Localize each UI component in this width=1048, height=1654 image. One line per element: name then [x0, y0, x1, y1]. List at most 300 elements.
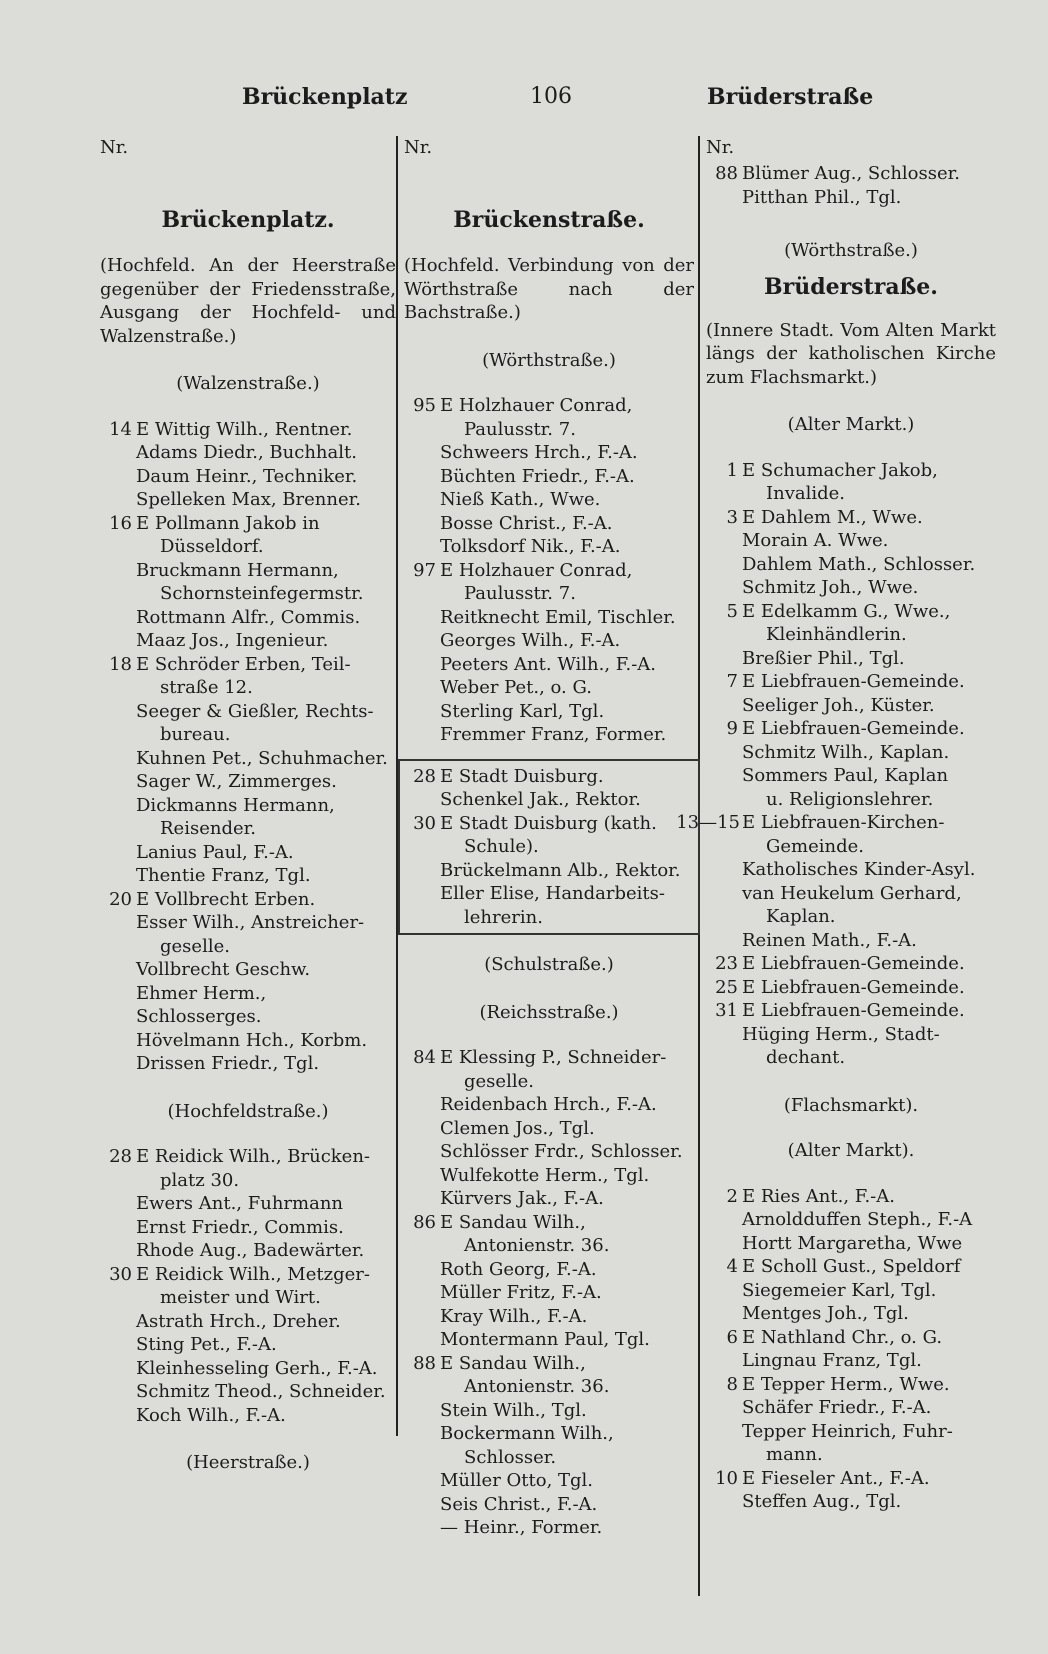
entry-list: [100, 418, 396, 1076]
entry-text: [404, 1281, 694, 1305]
entry-text: [404, 1328, 694, 1352]
house-number: 13—15: [676, 812, 740, 833]
directory-entry: [404, 1140, 694, 1164]
resident-name: Montermann Paul, Tgl.: [440, 1329, 650, 1350]
entry-text: [404, 512, 694, 536]
directory-entry: [404, 1187, 694, 1211]
house-number: 23: [715, 953, 738, 974]
directory-entry: [100, 512, 396, 559]
entry-text: [100, 559, 396, 606]
directory-entry: [706, 600, 996, 647]
directory-entry: [100, 911, 396, 958]
entry-continuation: u. Religionslehrer.: [766, 788, 934, 810]
entry-continuation: Paulusstr. 7.: [464, 583, 576, 604]
entry-text: [100, 512, 396, 559]
directory-entry: [706, 1255, 996, 1279]
entry-text: [706, 1467, 996, 1491]
entry-continuation: Kleinhändlerin.: [766, 624, 907, 645]
directory-entry: [404, 465, 694, 489]
cross-street: (Wörthstraße.): [482, 349, 616, 371]
entry-text: [706, 506, 996, 530]
cross-street: (Walzenstraße.): [176, 373, 320, 394]
entry-continuation: platz 30.: [160, 1169, 240, 1191]
page-number: 106: [530, 84, 572, 109]
directory-entry: [706, 694, 996, 718]
entry-text: [706, 459, 996, 506]
column-heading: Nr.: [706, 137, 735, 158]
resident-name: Dickmanns Hermann,: [136, 794, 335, 816]
entry-continuation: geselle.: [464, 1070, 534, 1092]
street-title: Brückenplatz.: [161, 207, 335, 233]
entry-text: [404, 1140, 694, 1164]
entry-text: [706, 694, 996, 718]
house-number: 28: [413, 765, 436, 787]
directory-entry: [100, 488, 396, 512]
directory-entry: [706, 1232, 996, 1256]
resident-name: Schmitz Theod., Schneider.: [136, 1381, 386, 1402]
house-number: 10: [715, 1467, 738, 1489]
resident-name: Kray Wilh., F.-A.: [440, 1305, 588, 1327]
resident-name: Reitknecht Emil, Tischler.: [440, 606, 676, 628]
entry-list: [706, 162, 996, 209]
directory-entry: [404, 535, 694, 559]
entry-list: [404, 394, 694, 747]
directory-entry: [404, 1258, 694, 1282]
entry-text: [706, 1279, 996, 1303]
directory-entry: [100, 465, 396, 489]
cross-street: (Heerstraße.): [186, 1452, 310, 1473]
entry-text: [706, 1373, 996, 1397]
entry-text: [100, 1239, 396, 1263]
entry-text: [706, 741, 996, 765]
directory-entry: [100, 1029, 396, 1053]
resident-name: Sager W., Zimmerges.: [136, 771, 337, 792]
resident-name: E Schumacher Jakob,: [742, 459, 938, 481]
entry-text: [100, 465, 396, 489]
directory-entry: [706, 1420, 996, 1467]
entry-text: [404, 1399, 694, 1423]
header-right: Brüderstraße: [707, 84, 874, 110]
house-number: 7: [726, 671, 738, 692]
entry-text: [100, 770, 396, 794]
resident-name: E Sandau Wilh.,: [440, 1352, 586, 1374]
entry-text: [706, 647, 996, 671]
directory-entry: [706, 459, 996, 506]
entry-continuation: lehrerin.: [464, 906, 543, 928]
directory-entry: [404, 1328, 694, 1352]
directory-entry: [706, 976, 996, 1000]
directory-entry: [404, 1352, 694, 1399]
entry-text: [404, 535, 694, 559]
directory-entry: [100, 629, 396, 653]
resident-name: Drissen Friedr., Tgl.: [136, 1053, 320, 1074]
entry-text: [404, 1516, 694, 1540]
resident-name: Hövelmann Hch., Korbm.: [136, 1029, 368, 1051]
directory-entry: [100, 559, 396, 606]
house-number: 5: [726, 600, 738, 622]
directory-entry: [100, 1380, 396, 1404]
directory-entry: [706, 1467, 996, 1491]
entry-text: [404, 788, 694, 812]
resident-name: Steffen Aug., Tgl.: [742, 1491, 902, 1512]
resident-name: Adams Diedr., Buchhalt.: [136, 442, 357, 463]
resident-name: E Stadt Duisburg.: [440, 765, 604, 787]
house-number: 88: [413, 1352, 436, 1374]
entry-text: [706, 764, 996, 811]
resident-name: E Wittig Wilh., Rentner.: [136, 418, 353, 440]
directory-entry: [706, 576, 996, 600]
entry-text: [100, 629, 396, 653]
cross-street: (Schulstraße.): [484, 954, 614, 975]
resident-name: Rhode Aug., Badewärter.: [136, 1240, 365, 1261]
directory-entry: [404, 488, 694, 512]
resident-name: Ehmer Herm., Schlosserges.: [136, 982, 267, 1027]
entry-text: [706, 1490, 996, 1514]
entry-text: [706, 858, 996, 882]
resident-name: E Reidick Wilh., Metzger-: [136, 1263, 370, 1285]
resident-name: Wulfekotte Herm., Tgl.: [440, 1164, 650, 1186]
directory-entry: [706, 670, 996, 694]
house-number: 8: [726, 1373, 738, 1395]
cross-street: (Alter Markt.): [787, 414, 915, 435]
directory-entry: [100, 982, 396, 1029]
entry-text: [100, 606, 396, 630]
resident-name: Dahlem Math., Schlosser.: [742, 553, 976, 575]
directory-entry: [100, 1192, 396, 1216]
entry-text: [706, 1420, 996, 1467]
house-number: 88: [715, 163, 738, 184]
resident-name: Reinen Math., F.-A.: [742, 929, 917, 951]
resident-name: Daum Heinr., Techniker.: [136, 465, 358, 487]
entry-continuation: Gemeinde.: [766, 835, 864, 857]
entry-text: [404, 1211, 694, 1258]
house-number: 20: [109, 888, 132, 910]
resident-name: Sommers Paul, Kaplan: [742, 765, 949, 786]
resident-name: Eller Elise, Handarbeits-: [440, 883, 665, 904]
resident-name: E Klessing P., Schneider-: [440, 1047, 667, 1068]
directory-entry: [100, 888, 396, 912]
directory-entry: [404, 1399, 694, 1423]
house-number: 18: [109, 653, 132, 675]
resident-name: E Liebfrauen-Gemeinde.: [742, 976, 965, 998]
house-number: 28: [109, 1146, 132, 1167]
resident-name: Astrath Hrch., Dreher.: [136, 1310, 341, 1332]
entry-text: [100, 1404, 396, 1428]
entry-text: [404, 1352, 694, 1399]
entry-text: [100, 1216, 396, 1240]
entry-text: [404, 1258, 694, 1282]
street-title: Brückenstraße.: [453, 207, 645, 233]
entry-text: [100, 1192, 396, 1216]
entry-continuation: Paulusstr. 7.: [464, 418, 576, 440]
entry-text: [706, 811, 996, 858]
directory-entry: [100, 958, 396, 982]
entry-text: [706, 717, 996, 741]
house-number: 25: [715, 976, 738, 998]
entry-text: [404, 723, 694, 747]
street-title: Brüderstraße.: [764, 273, 938, 300]
entry-text: [404, 559, 694, 606]
entry-text: [404, 1117, 694, 1141]
directory-entry: [100, 1145, 396, 1192]
entry-text: [404, 812, 694, 859]
entry-text: [404, 1422, 694, 1469]
resident-name: E Liebfrauen-Gemeinde.: [742, 718, 965, 739]
directory-entry: [404, 394, 694, 441]
entry-continuation: Schule).: [464, 836, 539, 857]
house-number: 9: [726, 718, 738, 739]
column-heading: Nr.: [100, 137, 129, 158]
entry-text: [404, 441, 694, 465]
house-number: 3: [726, 506, 738, 528]
resident-name: E Stadt Duisburg (kath.: [440, 812, 657, 834]
entry-text: [404, 1305, 694, 1329]
entry-text: [706, 162, 996, 186]
resident-name: E Vollbrecht Erben.: [136, 888, 316, 910]
entry-text: [404, 859, 694, 883]
directory-entry: [404, 1117, 694, 1141]
directory-entry: [706, 1326, 996, 1350]
entry-text: [706, 976, 996, 1000]
directory-entry: [706, 882, 996, 929]
directory-entry: [706, 952, 996, 976]
house-number: 14: [109, 418, 132, 440]
house-number: 1: [726, 459, 738, 481]
entry-list: [706, 1185, 996, 1514]
directory-entry: [404, 1046, 694, 1093]
directory-entry: [404, 629, 694, 653]
resident-name: Schmitz Joh., Wwe.: [742, 577, 919, 598]
entry-list: [676, 459, 996, 1070]
cross-street: (Reichsstraße.): [479, 1001, 619, 1023]
page-header: [0, 84, 1048, 114]
entry-text: [706, 1349, 996, 1373]
entry-text: [404, 1187, 694, 1211]
column-1: [100, 136, 396, 1616]
directory-entry: [404, 1469, 694, 1493]
entry-list: [404, 1046, 694, 1540]
resident-name: E Ries Ant., F.-A.: [742, 1185, 895, 1207]
resident-name: Peeters Ant. Wilh., F.-A.: [440, 653, 656, 675]
entry-list: [404, 765, 694, 930]
directory-entry: [404, 882, 694, 929]
street-description: (Hochfeld. An der Heerstraße gegenüber der Friedensstraße, Ausgang der Hochfeld- und Walzenstraße.): [100, 255, 396, 347]
directory-entry: [706, 717, 996, 741]
entry-text: [100, 794, 396, 841]
resident-name: E Holzhauer Conrad,: [440, 395, 633, 416]
directory-entry: [706, 647, 996, 671]
entry-text: [706, 1255, 996, 1279]
entry-text: [706, 576, 996, 600]
house-number: 2: [726, 1185, 738, 1207]
entry-text: [404, 653, 694, 677]
directory-entry: [100, 1310, 396, 1334]
directory-entry: [706, 1185, 996, 1209]
directory-entry: [404, 1516, 694, 1540]
resident-name: Sterling Karl, Tgl.: [440, 700, 605, 722]
directory-entry: [706, 506, 996, 530]
directory-entry: [100, 1239, 396, 1263]
house-number: 4: [726, 1256, 738, 1277]
directory-entry: [404, 700, 694, 724]
directory-entry: [404, 1305, 694, 1329]
house-number: 30: [413, 812, 436, 834]
directory-entry: [100, 841, 396, 865]
directory-entry: [706, 1023, 996, 1070]
entry-text: [100, 958, 396, 982]
cross-street: (Wörthstraße.): [784, 240, 918, 261]
resident-name: E Reidick Wilh., Brücken-: [136, 1146, 371, 1167]
directory-entry: [404, 676, 694, 700]
resident-name: Kürvers Jak., F.-A.: [440, 1188, 604, 1209]
resident-name: E Dahlem M., Wwe.: [742, 506, 923, 528]
resident-name: Pitthan Phil., Tgl.: [742, 186, 902, 208]
entry-text: [404, 1469, 694, 1493]
resident-name: Spelleken Max, Brenner.: [136, 489, 361, 510]
house-number: 16: [109, 512, 132, 534]
resident-name: E Scholl Gust., Speldorf: [742, 1256, 961, 1277]
resident-name: Clemen Jos., Tgl.: [440, 1117, 595, 1139]
resident-name: E Fieseler Ant., F.-A.: [742, 1467, 930, 1489]
entry-text: [706, 1023, 996, 1070]
resident-name: Tepper Heinrich, Fuhr-: [742, 1420, 953, 1442]
resident-name: Fremmer Franz, Former.: [440, 724, 667, 745]
entry-text: [706, 882, 996, 929]
resident-name: Bruckmann Hermann,: [136, 559, 339, 581]
resident-name: E Nathland Chr., o. G.: [742, 1326, 943, 1348]
entry-text: [100, 747, 396, 771]
resident-name: Roth Georg, F.-A.: [440, 1258, 597, 1280]
resident-name: Weber Pet., o. G.: [440, 677, 592, 698]
entry-text: [404, 1093, 694, 1117]
directory-entry: [404, 765, 694, 789]
entry-text: [100, 418, 396, 442]
directory-entry: [100, 1052, 396, 1076]
resident-name: Müller Fritz, F.-A.: [440, 1282, 602, 1303]
house-number: 31: [715, 1000, 738, 1021]
directory-entry: [404, 441, 694, 465]
directory-entry: [706, 999, 996, 1023]
resident-name: Stein Wilh., Tgl.: [440, 1399, 587, 1421]
entry-text: [100, 1052, 396, 1076]
directory-entry: [100, 1333, 396, 1357]
cross-street: (Flachsmarkt).: [783, 1094, 919, 1116]
directory-entry: [706, 858, 996, 882]
entry-text: [404, 1493, 694, 1517]
directory-entry: [100, 864, 396, 888]
directory-entry: [404, 859, 694, 883]
resident-name: Vollbrecht Geschw.: [136, 959, 311, 980]
boxed-section: [398, 759, 700, 936]
entry-text: [404, 676, 694, 700]
entry-continuation: Schornsteinfegermstr.: [160, 583, 364, 604]
resident-name: Esser Wilh., Anstreicher-: [136, 912, 365, 933]
entry-text: [404, 606, 694, 630]
entry-text: [706, 186, 996, 210]
resident-name: E Holzhauer Conrad,: [440, 559, 633, 581]
entry-text: [706, 1396, 996, 1420]
resident-name: E Liebfrauen-Gemeinde.: [742, 953, 965, 974]
resident-name: E Tepper Herm., Wwe.: [742, 1373, 950, 1395]
directory-entry: [404, 788, 694, 812]
house-number: 84: [413, 1047, 436, 1068]
resident-name: Seeliger Joh., Küster.: [742, 694, 935, 716]
entry-text: [706, 952, 996, 976]
resident-name: E Liebfrauen-Gemeinde.: [742, 671, 965, 692]
resident-name: Lingnau Franz, Tgl.: [742, 1350, 922, 1371]
entry-continuation: dechant.: [766, 1047, 846, 1068]
house-number: 95: [413, 395, 436, 416]
resident-name: Sting Pet., F.-A.: [136, 1334, 277, 1355]
directory-entry: [100, 700, 396, 747]
entry-text: [706, 1302, 996, 1326]
entry-continuation: Antonienstr. 36.: [464, 1376, 610, 1397]
entry-text: [706, 1185, 996, 1209]
entry-text: [100, 653, 396, 700]
directory-entry: [706, 1373, 996, 1397]
resident-name: Schlösser Frdr., Schlosser.: [440, 1141, 683, 1162]
resident-name: Hüging Herm., Stadt-: [742, 1023, 940, 1045]
resident-name: Reidenbach Hrch., F.-A.: [440, 1094, 657, 1115]
column-heading: Nr.: [404, 137, 433, 158]
entry-text: [404, 465, 694, 489]
directory-entry: [404, 1164, 694, 1188]
directory-entry: [404, 653, 694, 677]
directory-entry: [706, 1490, 996, 1514]
entry-text: [404, 1164, 694, 1188]
resident-name: Koch Wilh., F.-A.: [136, 1404, 286, 1426]
resident-name: E Liebfrauen-Gemeinde.: [742, 1000, 965, 1021]
entry-text: [706, 670, 996, 694]
directory-entry: [100, 770, 396, 794]
house-number: 86: [413, 1211, 436, 1233]
directory-entry: [706, 553, 996, 577]
directory-entry: [100, 747, 396, 771]
entry-continuation: Antonienstr. 36.: [464, 1235, 610, 1256]
entry-text: [706, 529, 996, 553]
directory-entry: [404, 1093, 694, 1117]
resident-name: Seis Christ., F.-A.: [440, 1493, 598, 1515]
entry-text: [706, 1208, 996, 1232]
resident-name: Siegemeier Karl, Tgl.: [742, 1279, 937, 1301]
column-2: [404, 136, 694, 1616]
resident-name: Mentges Joh., Tgl.: [742, 1303, 909, 1324]
resident-name: Kleinhesseling Gerh., F.-A.: [136, 1357, 378, 1379]
entry-continuation: mann.: [766, 1444, 823, 1465]
entry-text: [100, 1380, 396, 1404]
directory-entry: [706, 741, 996, 765]
cross-street: (Alter Markt).: [787, 1140, 915, 1161]
entry-continuation: Düsseldorf.: [160, 536, 264, 557]
header-left: Brückenplatz: [242, 84, 408, 110]
entry-text: [706, 1232, 996, 1256]
resident-name: E Pollmann Jakob in: [136, 512, 320, 534]
directory-entry: [100, 653, 396, 700]
entry-continuation: meister und Wirt.: [160, 1287, 321, 1308]
entry-text: [100, 700, 396, 747]
directory-entry: [404, 812, 694, 859]
resident-name: E Sandau Wilh.,: [440, 1211, 586, 1233]
entry-text: [100, 1263, 396, 1310]
directory-entry: [100, 418, 396, 442]
directory-entry: [100, 794, 396, 841]
directory-entry: [404, 1281, 694, 1305]
resident-name: Rottmann Alfr., Commis.: [136, 606, 361, 628]
entry-text: [706, 553, 996, 577]
resident-name: Seeger & Gießler, Rechts-: [136, 700, 374, 722]
resident-name: Tolksdorf Nik., F.-A.: [440, 536, 621, 557]
cross-street: (Hochfeldstraße.): [167, 1100, 329, 1122]
